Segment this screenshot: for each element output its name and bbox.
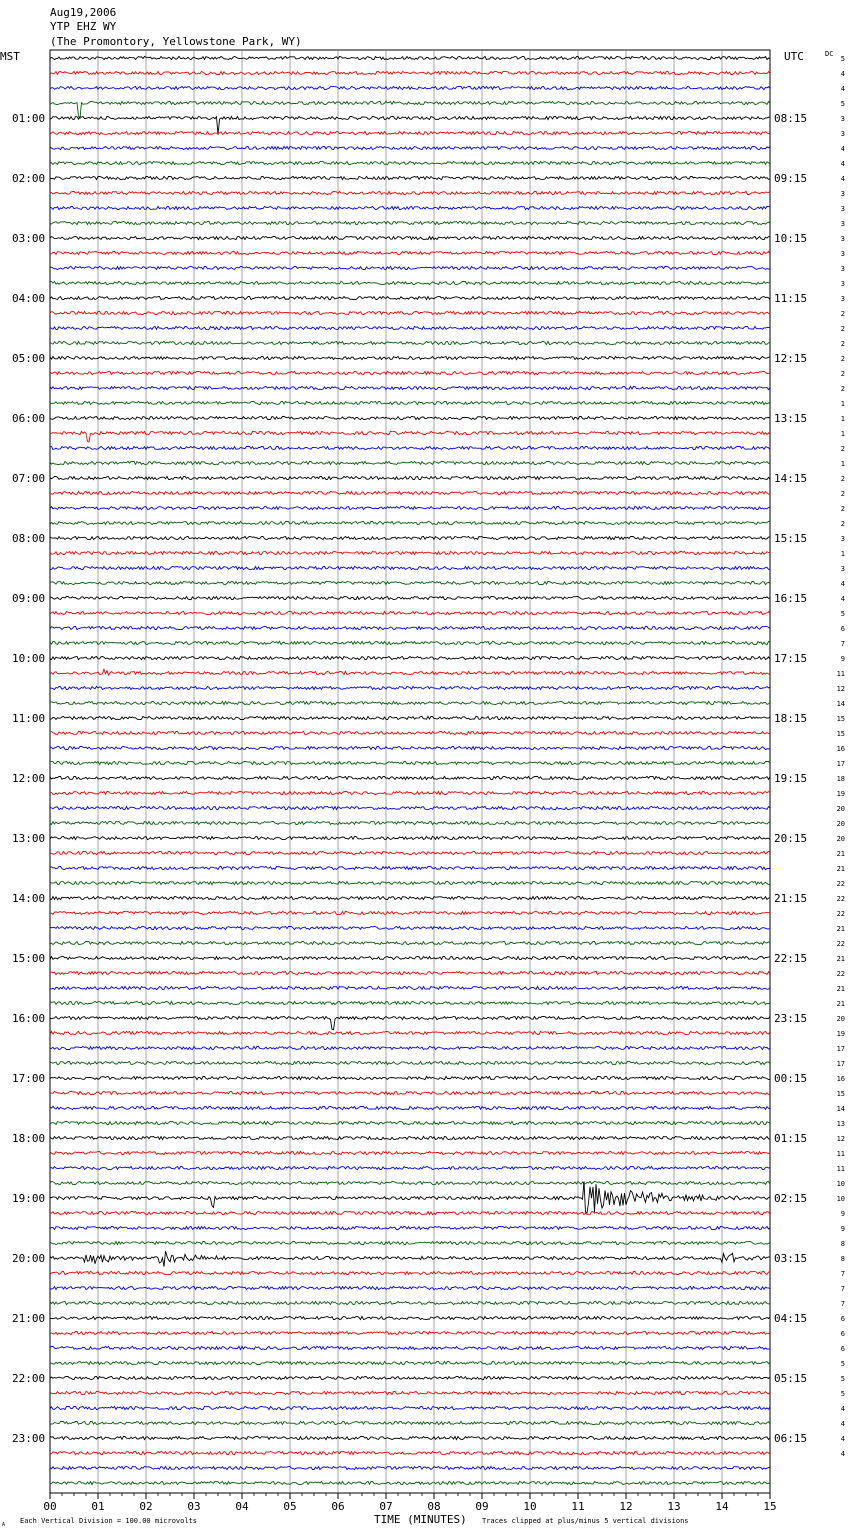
dc-offset-label: 2 bbox=[840, 370, 845, 378]
x-tick-label: 10 bbox=[523, 1500, 537, 1513]
trace-row-52 bbox=[50, 836, 770, 839]
dc-offset-label: 12 bbox=[836, 685, 845, 693]
trace-row-50 bbox=[50, 806, 770, 809]
trace-row-91 bbox=[50, 1421, 770, 1424]
dc-offset-label: 4 bbox=[840, 580, 845, 588]
dc-offset-label: 3 bbox=[840, 205, 845, 213]
dc-offset-label: 11 bbox=[836, 1150, 845, 1158]
dc-offset-label: 3 bbox=[840, 235, 845, 243]
dc-offset-label: 11 bbox=[836, 670, 845, 678]
left-timezone-label: MST bbox=[0, 50, 20, 63]
header-location: (The Promontory, Yellowstone Park, WY) bbox=[50, 35, 302, 48]
trace-row-88 bbox=[50, 1376, 770, 1379]
footer-clip-note: Traces clipped at plus/minus 5 vertical divisions bbox=[482, 1517, 689, 1525]
x-tick-label: 02 bbox=[139, 1500, 153, 1513]
left-hour-label: 01:00 bbox=[12, 112, 46, 125]
dc-offset-label: 5 bbox=[840, 1360, 845, 1368]
trace-row-5 bbox=[50, 131, 770, 134]
left-hour-label: 17:00 bbox=[12, 1072, 46, 1085]
dc-offset-label: 3 bbox=[840, 115, 845, 123]
left-hour-label: 19:00 bbox=[12, 1192, 46, 1205]
dc-offset-label: 11 bbox=[836, 1165, 845, 1173]
dc-offset-label: 17 bbox=[836, 1060, 845, 1068]
right-hour-label: 21:15 bbox=[774, 892, 808, 905]
trace-row-59 bbox=[50, 941, 770, 944]
dc-offset-label: 2 bbox=[840, 340, 845, 348]
trace-row-11 bbox=[50, 221, 770, 224]
trace-row-20 bbox=[50, 356, 770, 359]
left-hour-label: 13:00 bbox=[12, 832, 46, 845]
dc-offset-label: 22 bbox=[836, 910, 845, 918]
trace-row-49 bbox=[50, 791, 770, 794]
x-tick-label: 14 bbox=[715, 1500, 729, 1513]
right-hour-label: 01:15 bbox=[774, 1132, 808, 1145]
right-hour-labels bbox=[774, 112, 807, 1445]
left-hour-label: 04:00 bbox=[12, 292, 46, 305]
dc-offset-label: 3 bbox=[840, 280, 845, 288]
right-hour-label: 17:15 bbox=[774, 652, 808, 665]
trace-row-74 bbox=[50, 1166, 770, 1169]
footer-corner-mark: A bbox=[2, 1522, 6, 1528]
trace-row-86 bbox=[50, 1346, 770, 1349]
dc-header-label: DC bbox=[825, 50, 834, 58]
right-hour-label: 09:15 bbox=[774, 172, 808, 185]
trace-row-41 bbox=[50, 669, 770, 675]
trace-row-89 bbox=[50, 1391, 770, 1394]
trace-row-69 bbox=[50, 1091, 770, 1094]
dc-offset-label: 21 bbox=[836, 955, 845, 963]
trace-row-2 bbox=[50, 86, 770, 89]
dc-offset-label: 9 bbox=[840, 1210, 845, 1218]
trace-row-85 bbox=[50, 1331, 770, 1334]
trace-row-64 bbox=[50, 1016, 770, 1029]
trace-row-68 bbox=[50, 1076, 770, 1079]
trace-row-30 bbox=[50, 506, 770, 509]
right-hour-label: 20:15 bbox=[774, 832, 808, 845]
dc-offset-label: 1 bbox=[840, 550, 845, 558]
trace-row-21 bbox=[50, 371, 770, 374]
trace-row-17 bbox=[50, 311, 770, 314]
dc-offset-label: 21 bbox=[836, 985, 845, 993]
trace-row-71 bbox=[50, 1121, 770, 1124]
dc-offset-label: 3 bbox=[840, 565, 845, 573]
right-hour-label: 06:15 bbox=[774, 1432, 808, 1445]
left-hour-label: 07:00 bbox=[12, 472, 46, 485]
left-hour-label: 08:00 bbox=[12, 532, 46, 545]
trace-row-0 bbox=[50, 56, 770, 59]
right-hour-label: 18:15 bbox=[774, 712, 808, 725]
dc-offset-label: 7 bbox=[840, 1300, 845, 1308]
right-hour-label: 12:15 bbox=[774, 352, 808, 365]
right-hour-label: 13:15 bbox=[774, 412, 808, 425]
left-hour-label: 20:00 bbox=[12, 1252, 46, 1265]
left-hour-label: 10:00 bbox=[12, 652, 46, 665]
dc-offset-label: 2 bbox=[840, 385, 845, 393]
dc-offset-label: 13 bbox=[836, 1120, 845, 1128]
left-hour-label: 23:00 bbox=[12, 1432, 46, 1445]
dc-offset-label: 15 bbox=[836, 715, 845, 723]
x-tick-label: 13 bbox=[667, 1500, 681, 1513]
x-tick-label: 11 bbox=[571, 1500, 585, 1513]
trace-row-31 bbox=[50, 521, 770, 524]
left-hour-label: 15:00 bbox=[12, 952, 46, 965]
dc-offset-label: 1 bbox=[840, 460, 845, 468]
dc-offset-label: 3 bbox=[840, 130, 845, 138]
dc-offset-label: 19 bbox=[836, 790, 845, 798]
trace-row-90 bbox=[50, 1406, 770, 1409]
trace-row-10 bbox=[50, 206, 770, 209]
dc-offset-label: 4 bbox=[840, 1420, 845, 1428]
dc-offset-label: 6 bbox=[840, 1330, 845, 1338]
dc-offset-label: 22 bbox=[836, 895, 845, 903]
dc-offset-label: 1 bbox=[840, 415, 845, 423]
trace-row-93 bbox=[50, 1451, 770, 1454]
dc-offset-label: 3 bbox=[840, 190, 845, 198]
left-hour-label: 03:00 bbox=[12, 232, 46, 245]
trace-row-95 bbox=[50, 1481, 770, 1484]
trace-row-53 bbox=[50, 851, 770, 854]
right-hour-label: 02:15 bbox=[774, 1192, 808, 1205]
trace-row-15 bbox=[50, 281, 770, 284]
right-hour-label: 23:15 bbox=[774, 1012, 808, 1025]
trace-row-58 bbox=[50, 926, 770, 929]
x-tick-label: 03 bbox=[187, 1500, 201, 1513]
header-station: YTP EHZ WY bbox=[50, 20, 117, 33]
trace-row-43 bbox=[50, 701, 770, 704]
right-hour-label: 03:15 bbox=[774, 1252, 808, 1265]
trace-row-80 bbox=[50, 1251, 770, 1266]
dc-offset-label: 17 bbox=[836, 1045, 845, 1053]
dc-offset-label: 20 bbox=[836, 820, 845, 828]
dc-offset-label: 1 bbox=[840, 430, 845, 438]
right-hour-label: 04:15 bbox=[774, 1312, 808, 1325]
dc-offset-label: 5 bbox=[840, 1390, 845, 1398]
trace-row-46 bbox=[50, 746, 770, 749]
trace-row-38 bbox=[50, 626, 770, 629]
left-hour-label: 02:00 bbox=[12, 172, 46, 185]
dc-offset-label: 16 bbox=[836, 745, 845, 753]
trace-row-66 bbox=[50, 1046, 770, 1049]
trace-row-56 bbox=[50, 896, 770, 899]
trace-row-54 bbox=[50, 866, 770, 869]
dc-offset-label: 10 bbox=[836, 1180, 845, 1188]
trace-row-6 bbox=[50, 146, 770, 149]
right-hour-label: 19:15 bbox=[774, 772, 808, 785]
right-hour-label: 14:15 bbox=[774, 472, 808, 485]
left-hour-label: 22:00 bbox=[12, 1372, 46, 1385]
trace-row-8 bbox=[50, 176, 770, 179]
left-hour-labels bbox=[12, 112, 45, 1445]
x-tick-label: 12 bbox=[619, 1500, 633, 1513]
x-tick-label: 09 bbox=[475, 1500, 489, 1513]
trace-row-39 bbox=[50, 641, 770, 644]
dc-offset-label: 2 bbox=[840, 505, 845, 513]
trace-row-73 bbox=[50, 1151, 770, 1154]
dc-offset-label: 3 bbox=[840, 250, 845, 258]
trace-row-13 bbox=[50, 251, 770, 254]
right-hour-label: 15:15 bbox=[774, 532, 808, 545]
x-tick-label: 06 bbox=[331, 1500, 345, 1513]
dc-offset-label: 7 bbox=[840, 1270, 845, 1278]
dc-offset-label: 3 bbox=[840, 535, 845, 543]
right-hour-label: 08:15 bbox=[774, 112, 808, 125]
right-hour-label: 10:15 bbox=[774, 232, 808, 245]
left-hour-label: 06:00 bbox=[12, 412, 46, 425]
dc-offset-label: 4 bbox=[840, 1450, 845, 1458]
dc-offset-label: 12 bbox=[836, 1135, 845, 1143]
dc-offset-label: 4 bbox=[840, 1405, 845, 1413]
left-hour-label: 16:00 bbox=[12, 1012, 46, 1025]
trace-row-77 bbox=[50, 1211, 770, 1214]
trace-row-1 bbox=[50, 71, 770, 74]
trace-row-45 bbox=[50, 731, 770, 734]
trace-row-48 bbox=[50, 776, 770, 779]
trace-row-57 bbox=[50, 911, 770, 914]
trace-row-18 bbox=[50, 326, 770, 329]
trace-row-33 bbox=[50, 551, 770, 554]
right-hour-label: 16:15 bbox=[774, 592, 808, 605]
trace-row-36 bbox=[50, 596, 770, 599]
trace-row-22 bbox=[50, 386, 770, 389]
trace-row-47 bbox=[50, 761, 770, 764]
trace-row-70 bbox=[50, 1106, 770, 1109]
trace-row-40 bbox=[50, 656, 770, 659]
dc-offset-label: 22 bbox=[836, 970, 845, 978]
right-hour-label: 05:15 bbox=[774, 1372, 808, 1385]
dc-offset-label: 22 bbox=[836, 880, 845, 888]
trace-row-16 bbox=[50, 296, 770, 299]
x-axis bbox=[43, 1493, 776, 1513]
dc-offset-label: 2 bbox=[840, 445, 845, 453]
left-hour-label: 21:00 bbox=[12, 1312, 46, 1325]
left-hour-label: 09:00 bbox=[12, 592, 46, 605]
right-hour-label: 00:15 bbox=[774, 1072, 808, 1085]
trace-row-94 bbox=[50, 1466, 770, 1469]
dc-offset-label: 2 bbox=[840, 325, 845, 333]
dc-offset-label: 2 bbox=[840, 490, 845, 498]
x-tick-label: 07 bbox=[379, 1500, 393, 1513]
trace-row-35 bbox=[50, 581, 770, 584]
dc-offset-label: 21 bbox=[836, 925, 845, 933]
trace-row-34 bbox=[50, 566, 770, 569]
dc-offset-label: 14 bbox=[836, 700, 845, 708]
trace-row-72 bbox=[50, 1136, 770, 1139]
dc-offset-label: 3 bbox=[840, 295, 845, 303]
trace-row-75 bbox=[50, 1181, 770, 1184]
trace-row-24 bbox=[50, 416, 770, 419]
trace-row-29 bbox=[50, 491, 770, 494]
trace-row-7 bbox=[50, 161, 770, 164]
trace-row-62 bbox=[50, 986, 770, 989]
dc-offset-label: 7 bbox=[840, 1285, 845, 1293]
dc-offset-label: 2 bbox=[840, 310, 845, 318]
dc-offset-label: 21 bbox=[836, 1000, 845, 1008]
right-hour-label: 22:15 bbox=[774, 952, 808, 965]
dc-offset-label: 3 bbox=[840, 220, 845, 228]
dc-offset-label: 18 bbox=[836, 775, 845, 783]
trace-row-19 bbox=[50, 341, 770, 344]
dc-offset-label: 6 bbox=[840, 625, 845, 633]
right-hour-label: 11:15 bbox=[774, 292, 808, 305]
x-tick-label: 08 bbox=[427, 1500, 441, 1513]
dc-offset-label: 10 bbox=[836, 1195, 845, 1203]
dc-offset-label: 5 bbox=[840, 100, 845, 108]
trace-row-61 bbox=[50, 971, 770, 974]
dc-offset-label: 20 bbox=[836, 1015, 845, 1023]
trace-row-9 bbox=[50, 191, 770, 194]
x-tick-label: 00 bbox=[43, 1500, 57, 1513]
dc-offset-label: 4 bbox=[840, 70, 845, 78]
trace-row-37 bbox=[50, 611, 770, 614]
trace-row-55 bbox=[50, 881, 770, 884]
x-tick-label: 15 bbox=[763, 1500, 777, 1513]
trace-row-87 bbox=[50, 1361, 770, 1364]
dc-offset-label: 2 bbox=[840, 475, 845, 483]
dc-offset-label: 7 bbox=[840, 640, 845, 648]
trace-row-26 bbox=[50, 446, 770, 449]
trace-row-12 bbox=[50, 236, 770, 239]
dc-offset-label: 20 bbox=[836, 835, 845, 843]
trace-row-51 bbox=[50, 821, 770, 824]
dc-offset-label: 17 bbox=[836, 760, 845, 768]
trace-row-42 bbox=[50, 686, 770, 689]
left-hour-label: 14:00 bbox=[12, 892, 46, 905]
dc-offset-label: 20 bbox=[836, 805, 845, 813]
dc-offset-label: 14 bbox=[836, 1105, 845, 1113]
trace-row-28 bbox=[50, 476, 770, 479]
trace-group bbox=[50, 56, 770, 1484]
dc-offset-label: 3 bbox=[840, 265, 845, 273]
dc-offset-label: 5 bbox=[840, 1375, 845, 1383]
dc-offset-label: 9 bbox=[840, 1225, 845, 1233]
dc-offset-label: 4 bbox=[840, 145, 845, 153]
dc-offset-label: 21 bbox=[836, 865, 845, 873]
dc-offset-label: 9 bbox=[840, 655, 845, 663]
x-tick-label: 01 bbox=[91, 1500, 105, 1513]
trace-row-67 bbox=[50, 1061, 770, 1064]
trace-row-84 bbox=[50, 1316, 770, 1319]
right-timezone-label: UTC bbox=[784, 50, 804, 63]
dc-offset-label: 6 bbox=[840, 1345, 845, 1353]
dc-offset-label: 5 bbox=[840, 610, 845, 618]
dc-offset-label: 8 bbox=[840, 1255, 845, 1263]
dc-offset-label: 5 bbox=[840, 55, 845, 63]
dc-offset-label: 15 bbox=[836, 1090, 845, 1098]
trace-row-92 bbox=[50, 1436, 770, 1439]
trace-row-76 bbox=[50, 1181, 770, 1213]
trace-row-63 bbox=[50, 1001, 770, 1004]
trace-row-27 bbox=[50, 461, 770, 464]
left-hour-label: 12:00 bbox=[12, 772, 46, 785]
dc-offset-label: 15 bbox=[836, 730, 845, 738]
trace-row-23 bbox=[50, 401, 770, 404]
header-block bbox=[50, 6, 302, 48]
left-hour-label: 18:00 bbox=[12, 1132, 46, 1145]
left-hour-label: 05:00 bbox=[12, 352, 46, 365]
dc-offset-label: 4 bbox=[840, 85, 845, 93]
footer-scale-note: Each Vertical Division = 100.00 microvolts bbox=[20, 1517, 198, 1525]
dc-offset-label: 4 bbox=[840, 595, 845, 603]
dc-offset-label: 8 bbox=[840, 1240, 845, 1248]
dc-offset-labels bbox=[837, 55, 845, 1458]
dc-offset-label: 22 bbox=[836, 940, 845, 948]
trace-row-82 bbox=[50, 1286, 770, 1289]
left-hour-label: 11:00 bbox=[12, 712, 46, 725]
dc-offset-label: 4 bbox=[840, 160, 845, 168]
trace-row-32 bbox=[50, 536, 770, 539]
trace-row-60 bbox=[50, 956, 770, 959]
trace-row-81 bbox=[50, 1271, 770, 1274]
dc-offset-label: 21 bbox=[836, 850, 845, 858]
dc-offset-label: 1 bbox=[840, 400, 845, 408]
x-tick-label: 04 bbox=[235, 1500, 249, 1513]
dc-offset-label: 2 bbox=[840, 520, 845, 528]
trace-row-44 bbox=[50, 716, 770, 719]
dc-offset-label: 19 bbox=[836, 1030, 845, 1038]
x-tick-label: 05 bbox=[283, 1500, 297, 1513]
x-axis-title: TIME (MINUTES) bbox=[374, 1513, 467, 1526]
dc-offset-label: 2 bbox=[840, 355, 845, 363]
trace-row-65 bbox=[50, 1031, 770, 1034]
dc-offset-label: 4 bbox=[840, 175, 845, 183]
header-date: Aug19,2006 bbox=[50, 6, 117, 19]
trace-row-79 bbox=[50, 1241, 770, 1244]
dc-offset-label: 6 bbox=[840, 1315, 845, 1323]
dc-offset-label: 4 bbox=[840, 1435, 845, 1443]
dc-offset-label: 16 bbox=[836, 1075, 845, 1083]
trace-row-78 bbox=[50, 1226, 770, 1229]
trace-row-14 bbox=[50, 266, 770, 269]
trace-row-25 bbox=[50, 431, 770, 442]
trace-row-83 bbox=[50, 1301, 770, 1304]
trace-row-3 bbox=[50, 101, 770, 118]
